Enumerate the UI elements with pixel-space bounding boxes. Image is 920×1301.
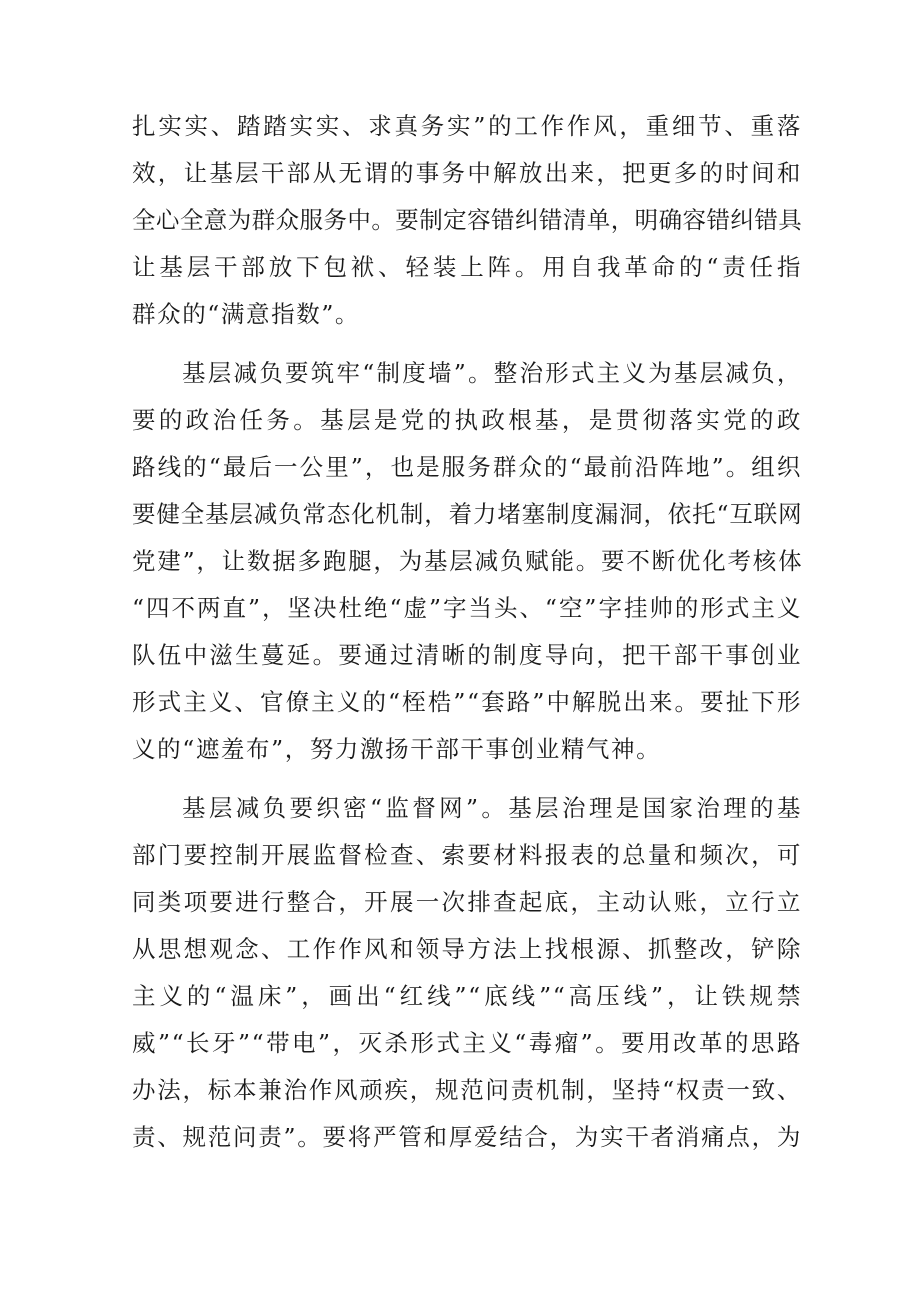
paragraph-3-line-8: 责、规范问责”。要将严管和厚爱结合，为实干者消痛点，为 (132, 1123, 802, 1151)
paragraph-1-line-3: 全心全意为群众服务中。要制定容错纠错清单，明确容错纠错具 (132, 206, 802, 234)
paragraph-3-line-2: 部门要控制开展监督检查、索要材料报表的总量和频次，可 (132, 841, 802, 869)
paragraph-2-line-7: 队伍中滋生蔓延。要通过清晰的制度导向，把干部干事创业 (132, 641, 802, 669)
paragraph-3-line-5: 主义的“温床”，画出“红线”“底线”“高压线”，让铁规禁 (132, 982, 802, 1010)
paragraph-2-line-5: 党建”，让数据多跑腿，为基层减负赋能。要不断优化考核体 (132, 547, 802, 575)
paragraph-1-line-5: 群众的“满意指数”。 (132, 300, 361, 328)
paragraph-1-line-1: 扎实实、踏踏实实、求真务实”的工作作风，重细节、重落 (132, 112, 802, 140)
paragraph-2-line-3: 路线的“最后一公里”，也是服务群众的“最前沿阵地”。组织 (132, 453, 802, 481)
paragraph-3-line-1: 基层减负要织密“监督网”。基层治理是国家治理的基 (182, 794, 802, 822)
paragraph-2-line-4: 要健全基层减负常态化机制，着力堵塞制度漏洞，依托“互联网 (132, 500, 802, 528)
paragraph-3-line-6: 威”“长牙”“带电”，灭杀形式主义“毒瘤”。要用改革的思路 (132, 1029, 802, 1057)
paragraph-2-line-9: 义的“遮羞布”，努力激扬干部干事创业精气神。 (132, 735, 662, 763)
paragraph-1-line-4: 让基层干部放下包袱、轻装上阵。用自我革命的“责任指 (132, 253, 802, 281)
paragraph-3-line-3: 同类项要进行整合，开展一次排查起底，主动认账，立行立 (132, 888, 802, 916)
paragraph-2-line-6: “四不两直”，坚决杜绝“虚”字当头、“空”字挂帅的形式主义 (132, 594, 802, 622)
paragraph-1-line-2: 效，让基层干部从无谓的事务中解放出来，把更多的时间和 (132, 159, 802, 187)
paragraph-3-line-7: 办法，标本兼治作风顽疾，规范问责机制，坚持“权责一致、 (132, 1076, 802, 1104)
paragraph-2-line-8: 形式主义、官僚主义的“桎梏”“套路”中解脱出来。要扯下形 (132, 688, 802, 716)
paragraph-2-line-1: 基层减负要筑牢“制度墙”。整治形式主义为基层减负， (182, 359, 802, 387)
paragraph-3-line-4: 从思想观念、工作作风和领导方法上找根源、抓整改，铲除 (132, 935, 802, 963)
paragraph-2-line-2: 要的政治任务。基层是党的执政根基，是贯彻落实党的政 (132, 406, 802, 434)
